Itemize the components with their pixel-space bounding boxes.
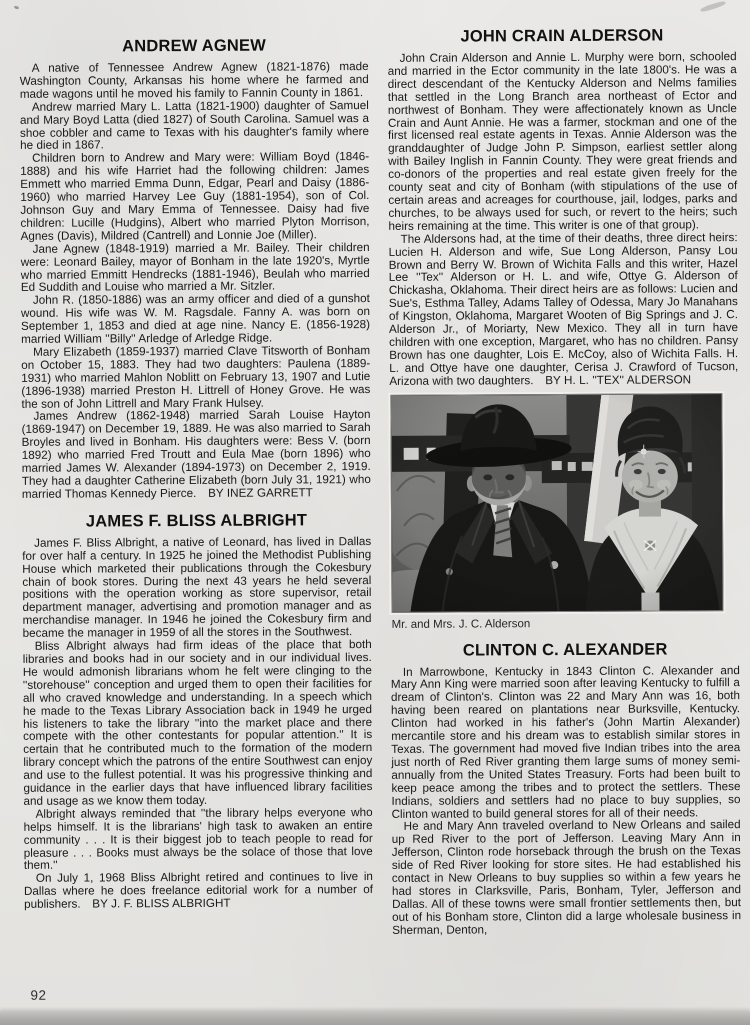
article-andrew-agnew xyxy=(20,36,371,502)
article-body xyxy=(22,536,373,912)
paragraph: James F. Bliss Albright, a native of Leonard, has lived in Dallas for over half a century. In 1925 he joined the Methodist Publishing House which marketed their publications through the Cokesbury chain of book stores. During the next 43 years he held several positions with the operation working as store supervisor, retail department manager, advertising and promotion manager and as merchandise manager. In 1946 he joined the Cokesbury firm and became the manager in 1959 of all the stores in the Southwest. xyxy=(22,534,372,641)
paragraph: John R. (1850-1886) was an army officer and died of a gunshot wound. His wife was W. M. Ragsdale. Fanny A. was born on September 1, 1853 and died at age nine. Nancy E. (1856-1928) married William ''Billy'' Arledge of Arledge Ridge. xyxy=(20,292,371,346)
paragraph: He and Mary Ann traveled overland to New Orleans and sailed up Red River to the port of Jefferson. Leaving Mary Ann in Jefferson, Clinton rode horseback through the brush on the Texas side of Red River looking for store sites. He had established his contact in New Orleans to buy supplies so within a few years he had stores in Clarksville, Paris, Bonham, Tyler, Jefferson and Dallas. All of these towns were small frontier settlements then, but out of his Bonham store, Clinton did a large wholesale business in Sherman, Denton, xyxy=(391,818,742,937)
article-title: ANDREW AGNEW xyxy=(122,36,267,56)
article-body xyxy=(388,51,739,388)
left-column xyxy=(20,36,374,912)
paragraph: A native of Tennessee Andrew Agnew (1821-1876) made Washington County, Arkansas his home where he farmed and made wagons until he moved his family to Fannin County in 1861. xyxy=(19,60,369,101)
paragraph: John Crain Alderson and Annie L. Murphy were born, schooled and married in the Ector community in the late 1800's. He was a direct descendant of the Kentucky Alderson and Nelms families that settled in the Long Branch area northeast of Ector and northwest of Bonham. They were affectionately known as Uncle Crain and Aunt Annie. He was a farmer, stockman and one of the first licensed real estate agents in Texas. Annie Alderson was the granddaughter of Judge John P. Simpson, earliest settler along with Bailey Inglish in Fannin County. They were great friends and co-donors of the properties and real estate given freely for the county seat and city of Bonham (with stipulations of the use of certain areas and acreages for courthouse, jail, lodges, parks and churches, to be always used for such, or revert to the heirs; such heirs remaining at the time. This writer is one of that group). xyxy=(387,50,738,233)
article-title: JAMES F. BLISS ALBRIGHT xyxy=(85,511,308,531)
article-title: CLINTON C. ALEXANDER xyxy=(462,640,668,660)
article-body xyxy=(20,61,371,502)
article-john-crain-alderson xyxy=(387,26,738,388)
paragraph: On July 1, 1968 Bliss Albright retired and continues to live in Dallas where he does freelance editorial work for a number of publishers. BY J. F. BLISS ALBRIGHT xyxy=(23,870,374,912)
alderson-photo-figure xyxy=(389,393,739,631)
article-james-f-bliss-albright xyxy=(22,511,373,912)
paragraph: Albright always reminded that ''the library helps everyone who helps himself. It is the librarians' high task to awaken an entire community . . . It is their biggest job to teach people to read for pleasure . . . Books must always be the solace of those that love them.'' xyxy=(23,805,373,873)
paragraph: The Aldersons had, at the time of their deaths, three direct heirs: Lucien H. Alderson and wife, Sue Long Alderson, Pansy Lou Brown and Berry W. Brown of Wichita Falls and this writer, Hazel Lee ''Tex'' Alderson or H. L. and wife, Ottye G. Alderson of Chickasha, Oklahoma. Their direct heirs are as follows: Lucien and Sue's, Esthma Talley, Adams Talley of Odessa, Mary Jo Manahans of Kingston, Oklahoma, Margaret Wooten of Big Springs and J. C. Alderson Jr., of Moriarty, New Mexico. They all in turn have children with one exception, Margaret, who has no children. Pansy Brown has one daughter, Lois E. McCoy, also of Wichita Falls. H. L. and Ottye have one daughter, Cerisa J. Crawford of Tucson, Arizona with two daughters. BY H. L. ''TEX'' ALDERSON xyxy=(388,230,739,388)
scan-edge-shadow xyxy=(0,1011,750,1025)
paragraph: Bliss Albright always had firm ideas of the place that both libraries and books had in our society and in our individual lives. He would admonish librarians whom he felt were clinging to the ''storehouse'' conception and urged them to open their facilities for all who craved knowledge and understanding. In a speech which he made to the Texas Library Association back in 1949 he urged his listeners to take the library ''into the market place and there compete with the other contestants for popular attention.'' It is certain that he contributed much to the formation of the modern library concept which the patrons of the entire Southwest can enjoy and use to the fullest potential. It was his progressive thinking and guidance in the earlier days that have influenced library facilities and usage as we know them today. xyxy=(22,638,373,808)
page-number: 92 xyxy=(30,987,47,1003)
photo-caption: Mr. and Mrs. J. C. Alderson xyxy=(391,617,531,631)
alderson-photo xyxy=(390,393,723,613)
article-title: JOHN CRAIN ALDERSON xyxy=(460,26,664,46)
paragraph: In Marrowbone, Kentucky in 1843 Clinton C. Alexander and Mary Ann King were married soon after leaving Kentucky to fulfill a dream of Clinton's. Clinton was 22 and Mary Ann was 16, both having been reared on plantations near Burksville, Kentucky. Clinton had worked in his father's (John Martin Alexander) mercantile store and his dream was to establish similar stores in Texas. The government had moved five Indian tribes into the area just north of Red River granting them large sums of money semi-annually from the United States Treasury. Forts had been built to keep peace among the tribes and to protect the settlers. These Indians, soldiers and settlers had no place to buy supplies, so Clinton wanted to build general stores for all of their needs. xyxy=(390,663,741,821)
paragraph: Andrew married Mary L. Latta (1821-1900) daughter of Samuel and Mary Boyd Latta (died 1827) of South Carolina. Samuel was a shoe cobbler and came to Texas with his daughter's family where he died in 1867. xyxy=(19,98,370,153)
paragraph: Jane Agnew (1848-1919) married a Mr. Bailey. Their children were: Leonard Bailey, mayor of Bonham in the late 1920's, Myrtle who married Emmitt Hendrecks (1881-1946), Beulah who married Ed Suddith and Louise who married a Mr. Sitzler. xyxy=(20,240,370,295)
article-clinton-c-alexander xyxy=(391,640,742,938)
paragraph: Mary Elizabeth (1859-1937) married Clave Titsworth of Bonham on October 15, 1883. They had two daughters: Paulena (1889-1931) who married Mahlon Noblitt on February 13, 1907 and Lutie (1896-1938) married Preston H. Littrell of Honey Grove. He was the son of John Littrell and Mary Frank Hulsey. xyxy=(21,343,371,411)
couple-photo-illustration xyxy=(391,394,722,612)
paragraph: Children born to Andrew and Mary were: William Boyd (1846-1888) and his wife Harriet had the following children: James Emmett who married Emma Dunn, Edgar, Pearl and Daisy (1886-1960) who married Harvey Lee Guy (1881-1954), son of Col. Johnson Guy and Mary Emma of Tennessee. Daisy had five children: Lucille (Hudgins), Albert who married Plyton Morrison, Agnes (Davis), Mildred (Cantrell) and Lonnie Joe (Miller). xyxy=(20,150,370,243)
right-column xyxy=(387,26,741,937)
paragraph: James Andrew (1862-1948) married Sarah Louise Hayton (1869-1947) on December 19, 1889. He was also married to Sarah Broyles and lived in Bonham. His daughters were: Bess V. (born 1892) who married Fred Troutt and Eula Mae (born 1896) who married James W. Alexander (1894-1973) on December 2, 1919. They had a daughter Catherine Elizabeth (born July 31, 1921) who married Thomas Kennedy Pierce. BY INEZ GARRETT xyxy=(21,408,371,501)
article-body xyxy=(391,665,741,938)
